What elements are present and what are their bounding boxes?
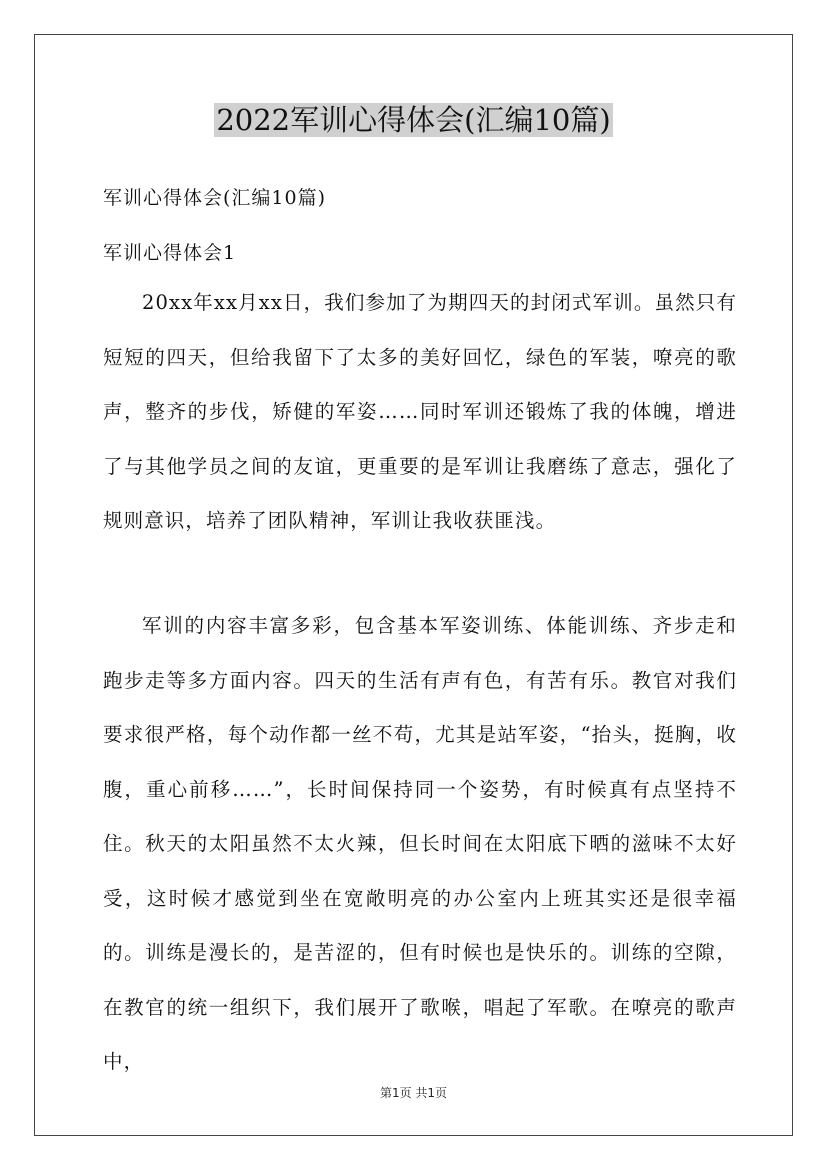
paragraph-1: 20xx年xx月xx日，我们参加了为期四天的封闭式军训。虽然只有短短的四天，但给我留下了太多的美好回忆，绿色的军装，嘹亮的歌声，整齐的步伐，矫健的军姿……同时军训还锻炼了我的体魄，增进了与其他学员之间的友谊，更重要的是军训让我磨练了意志，强化了规则意识，培养了团队精神，军训让我收获匪浅。 [103,291,737,532]
page-footer: 第1页 共1页 [379,1086,448,1100]
document-title [0,100,827,140]
document-subtitle: 军训心得体会(汇编10篇) [103,187,327,209]
document-title-text: 2022军训心得体会(汇编10篇) [216,103,611,137]
section-heading: 军训心得体会1 [103,242,237,264]
paragraph-2: 军训的内容丰富多彩，包含基本军姿训练、体能训练、齐步走和跑步走等多方面内容。四天的生活有声有色，有苦有乐。教官对我们要求很严格，每个动作都一丝不苟，尤其是站军姿，“抬头，挺胸，收腹，重心前移……”，长时间保持同一个姿势，有时候真有点坚持不住。秋天的太阳虽然不太火辣，但长时间在太阳底下晒的滋味不太好受，这时候才感觉到坐在宽敞明亮的办公室内上班其实还是很幸福的。训练是漫长的，是苦涩的，但有时候也是快乐的。训练的空隙，在教官的统一组织下，我们展开了歌喉，唱起了军歌。在嘹亮的歌声中， [103,614,737,1073]
